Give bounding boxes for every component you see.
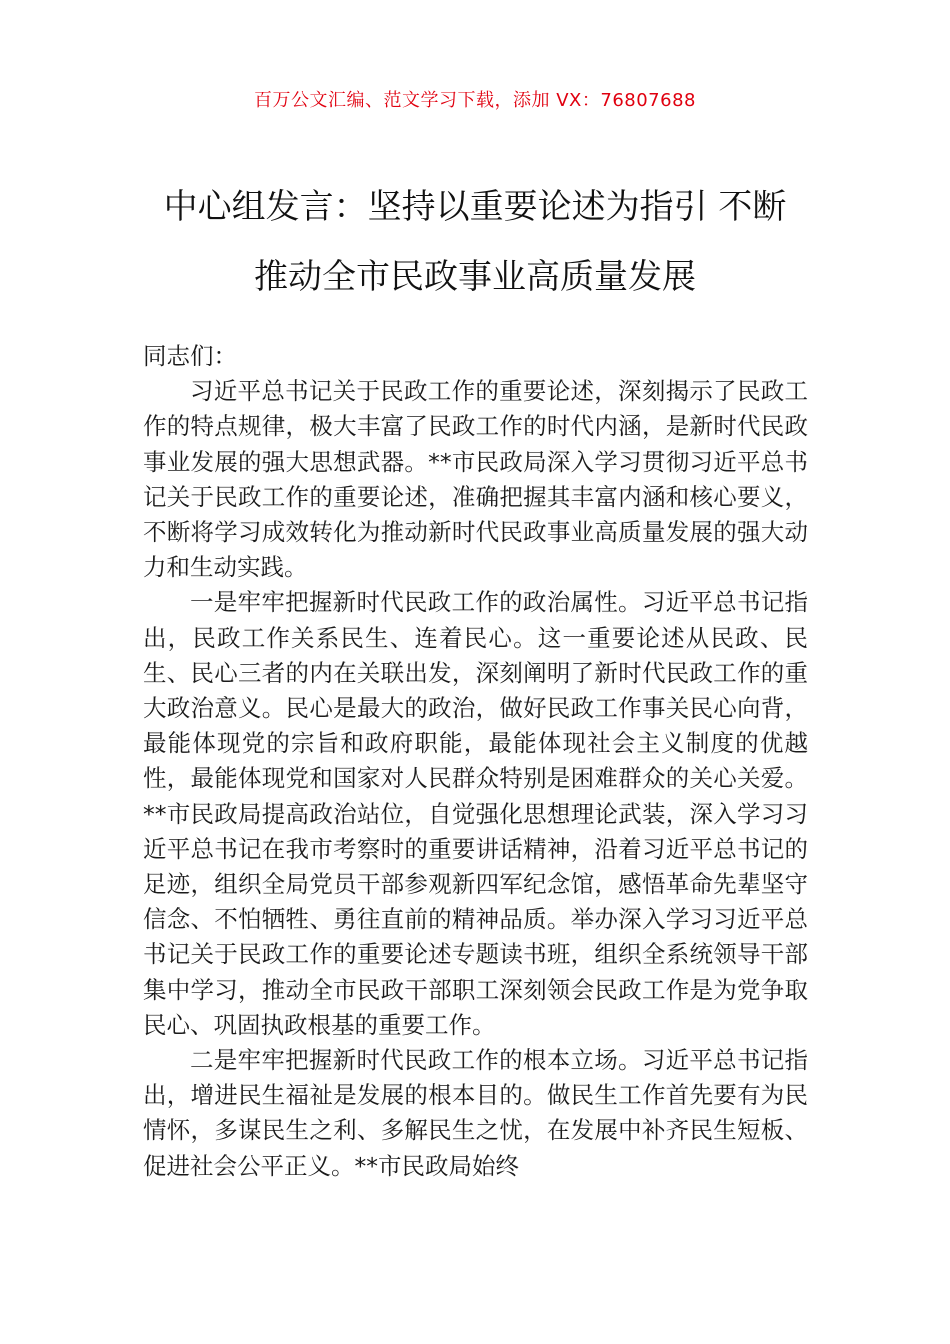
salutation: 同志们： [143,342,237,370]
title-line-1: 中心组发言：坚持以重要论述为指引 不断 [163,187,787,227]
paragraph-fundamental-stance: 二是牢牢把握新时代民政工作的根本立场。习近平总书记指出，增进民生福祉是发展的根本目的。做民生工作首先要有为民情怀，多谋民生之利、多解民生之忧，在发展中补齐民生短板、促进社会公平正义。**市民政局始终 [143,1046,808,1180]
paragraph-political-attribute: 一是牢牢把握新时代民政工作的政治属性。习近平总书记指出，民政工作关系民生、连着民心。这一重要论述从民政、民生、民心三者的内在关联出发，深刻阐明了新时代民政工作的重大政治意义。民心是最大的政治，做好民政工作事关民心向背，最能体现党的宗旨和政府职能，最能体现社会主义制度的优越性，最能体现党和国家对人民群众特别是困难群众的关心关爱。**市民政局提高政治站位，自觉强化思想理论武装，深入学习习近平总书记在我市考察时的重要讲话精神，沿着习近平总书记的足迹，组织全局党员干部参观新四军纪念馆，感悟革命先辈坚守信念、不怕牺牲、勇往直前的精神品质。举办深入学习习近平总书记关于民政工作的重要论述专题读书班，组织全系统领导干部集中学习，推动全市民政干部职工深刻领会民政工作是为党争取民心、巩固执政根基的重要工作。 [143,588,808,1039]
paragraph-intro: 习近平总书记关于民政工作的重要论述，深刻揭示了民政工作的特点规律，极大丰富了民政工作的时代内涵，是新时代民政事业发展的强大思想武器。**市民政局深入学习贯彻习近平总书记关于民政工作的重要论述，准确把握其丰富内涵和核心要义，不断将学习成效转化为推动新时代民政事业高质量发展的强大动力和生动实践。 [143,377,808,582]
document-title [100,172,850,312]
header-promo-note: 百万公文汇编、范文学习下载，添加 VX：76807688 [254,90,696,111]
document-body [143,339,808,1184]
title-line-2: 推动全市民政事业高质量发展 [254,257,696,297]
